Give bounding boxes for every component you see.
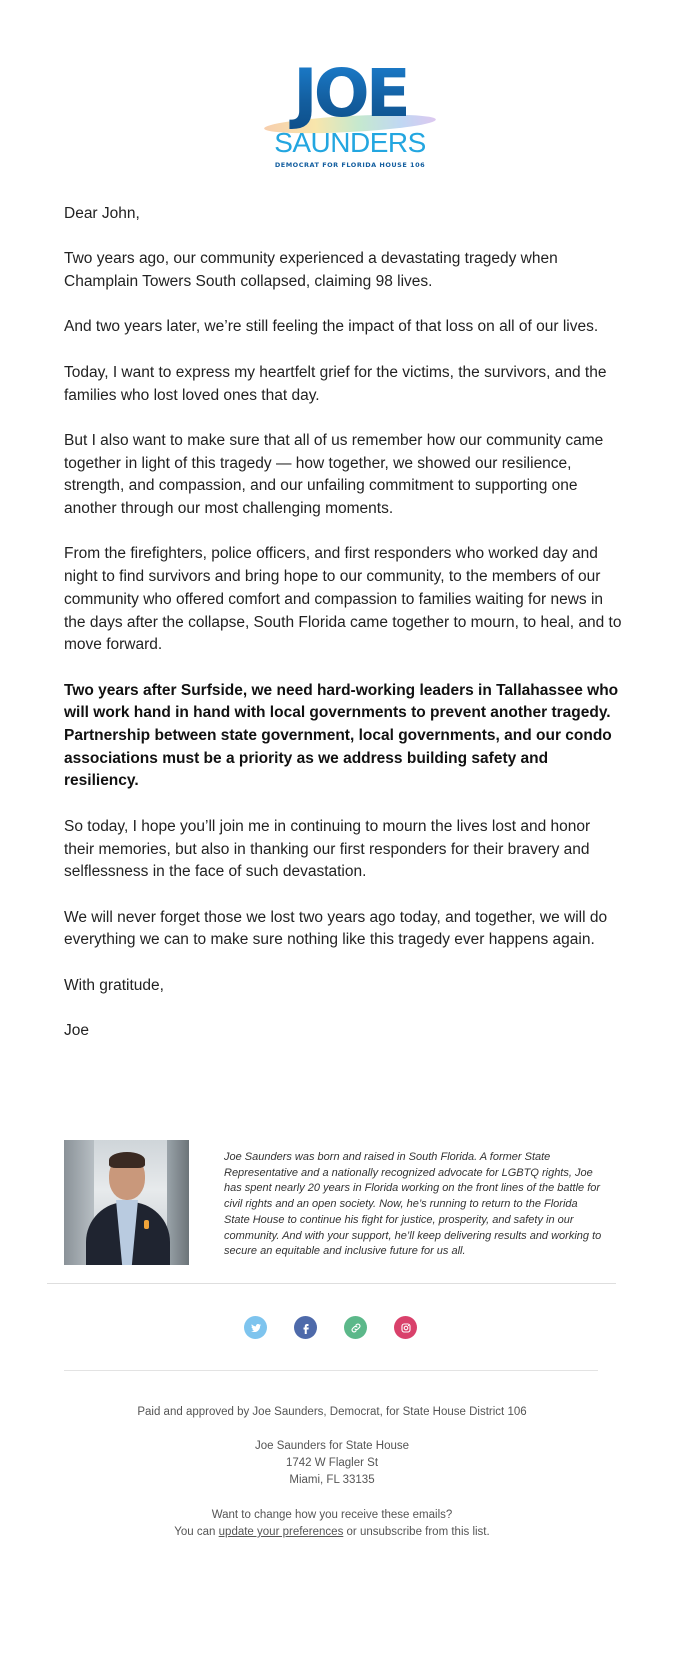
letter-paragraph: We will never forget those we lost two years ago today, and together, we will do everything we can to make sure nothing like this tragedy ever happens again. xyxy=(64,908,608,949)
letter-signature: Joe xyxy=(64,1022,89,1040)
letter-paragraph: Two years ago, our community experienced a devastating tragedy when Champlain Towers South collapsed, claiming 98 lives. xyxy=(64,250,558,291)
you-can-text: You can xyxy=(174,1526,216,1538)
change-prompt: Want to change how you receive these emails? xyxy=(211,1509,453,1521)
candidate-bio: Joe Saunders was born and raised in South Florida. A former State Representative and a nationally recognized advocate for LGBTQ rights, Joe has spent nearly 20 years in Florida working on the front lines of the battle for civil rights and an open society. Now, he’s running to return to the Florida State House to continue his fight for justice, prosperity, and safety in our community. And with your support, he’ll keep delivering results and working to secure an equitable and inclusive future for us all. xyxy=(224,1151,602,1258)
address-city: Miami, FL 33135 xyxy=(289,1474,375,1486)
letter-paragraph: But I also want to make sure that all of us remember how our community came together in light of this tragedy — how together, we showed our resilience, strength, and compassion, and our unfailing commitment to supporting one another through our most challenging moments. xyxy=(64,431,604,518)
letter-bold-paragraph: Two years after Surfside, we need hard-working leaders in Tallahassee who will work hand in hand with local governments to prevent another tragedy. Partnership between state government, local governments, and our condo associations must be a priority as we address building safety and resiliency. xyxy=(64,681,619,790)
facebook-icon[interactable] xyxy=(294,1316,317,1339)
letter-body xyxy=(64,203,624,1066)
twitter-icon[interactable] xyxy=(244,1316,267,1339)
divider xyxy=(64,1370,598,1371)
update-preferences-link[interactable]: update your preferences xyxy=(218,1526,344,1538)
letter-paragraph: From the firefighters, police officers, and first responders who worked day and night to find survivors and bring hope to our community, to the members of our community who offered comfort and compassion to families waiting for news in the days after the collapse, South Florida came together to mourn, to heal, and to move forward. xyxy=(64,545,622,654)
unsubscribe-text: or unsubscribe from this list. xyxy=(346,1526,490,1538)
address-street: 1742 W Flagler St xyxy=(285,1457,379,1469)
letter-greeting: Dear John, xyxy=(64,205,140,222)
logo-name-top: JOE xyxy=(260,58,440,130)
letter-paragraph: So today, I hope you’ll join me in continuing to mourn the lives lost and honor their memories, but also in thanking our first responders for their bravery and selflessness in the face of such devastation. xyxy=(64,817,591,881)
letter-paragraph: And two years later, we’re still feeling the impact of that loss on all of our lives. xyxy=(64,318,599,336)
logo-tagline: DEMOCRAT FOR FLORIDA HOUSE 106 xyxy=(274,161,426,169)
instagram-icon[interactable] xyxy=(394,1316,417,1339)
mailing-address xyxy=(0,1438,664,1489)
campaign-logo xyxy=(260,55,440,175)
logo-name-bottom: SAUNDERS xyxy=(274,127,426,158)
email-preferences xyxy=(0,1507,664,1541)
paid-for-disclaimer: Paid and approved by Joe Saunders, Democrat, for State House District 106 xyxy=(137,1406,527,1418)
address-org: Joe Saunders for State House xyxy=(254,1440,410,1452)
letter-paragraph: Today, I want to express my heartfelt grief for the victims, the survivors, and the families who lost loved ones that day. xyxy=(64,363,607,404)
link-icon[interactable] xyxy=(344,1316,367,1339)
candidate-photo xyxy=(64,1140,189,1265)
preferences-line xyxy=(0,1524,664,1541)
divider xyxy=(47,1283,616,1284)
social-links xyxy=(0,1316,700,1339)
letter-closing: With gratitude, xyxy=(64,976,164,994)
